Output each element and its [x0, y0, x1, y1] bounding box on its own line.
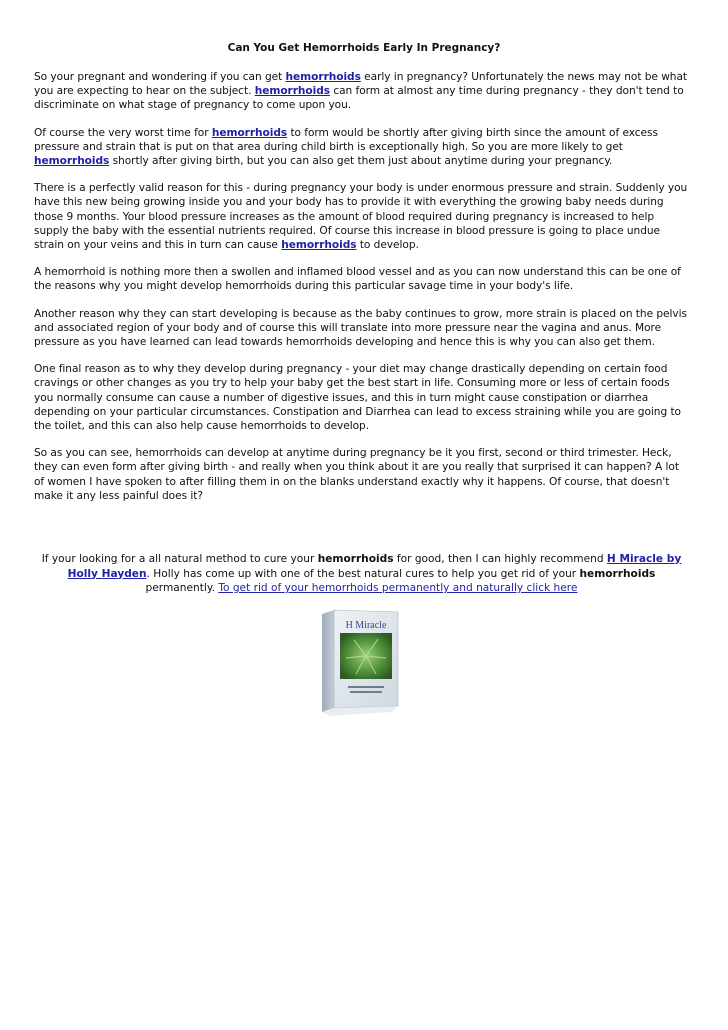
paragraph-3: [34, 181, 689, 252]
text-run: There is a perfectly valid reason for this - during pregnancy your body is under enormous pressure and strain. Suddenly you have this new being growing inside you and your body has to provide it with everything the growing baby needs during those 9 months. Your blood pressure increases as the amount of blood required during pregnancy is increased to help supply the baby with the essential nutrients required. Of course this increase in blood pressure is going to place undue strain on your veins and this in turn can cause: [34, 182, 688, 252]
h-miracle-link[interactable]: H Miracle by Holly Hayden: [67, 553, 682, 580]
paragraph-5: Another reason why they can start developing is because as the baby continues to grow, more strain is placed on the pelvis and associated region of your body and of course this will translate into more pressure near the vagina and anus. More pressure as you have learned can lead towards hemorrhoids developing and hence this is why you can also get them.: [34, 307, 687, 349]
text-run: permanently.: [145, 582, 219, 594]
text-run: Of course the very worst time for: [34, 126, 212, 139]
text-run: can form at almost any time during pregnancy - they don't tend to discriminate on what stage of pregnancy to come upon you.: [34, 85, 684, 112]
text-run: So your pregnant and wondering if you can get: [34, 71, 286, 83]
text-run: shortly after giving birth, but you can also get them just about anytime during your pregnancy.: [109, 155, 613, 168]
paragraph-1: [34, 70, 689, 113]
box-title: H Miracle: [345, 620, 387, 631]
box-subtitle-line: [348, 686, 384, 688]
hemorrhoids-link[interactable]: hemorrhoids: [211, 126, 288, 139]
text-run: If your looking for a all natural method to cure your: [41, 553, 318, 565]
hemorrhoids-link[interactable]: hemorrhoids: [254, 85, 330, 98]
promo-paragraph: [34, 552, 689, 596]
text-run: to develop.: [356, 239, 419, 252]
box-subtitle-line: [350, 691, 382, 693]
bold-text: hemorrhoids: [317, 553, 394, 565]
text-run: for good, then I can highly recommend: [393, 553, 607, 565]
product-box-image[interactable]: [318, 608, 404, 716]
product-box-svg: [318, 608, 404, 716]
text-run: to form would be shortly after giving birth since the amount of excess pressure and strain that is put on that area during child birth is exceptionally high. So you are more likely to get: [34, 126, 658, 153]
hemorrhoids-link[interactable]: hemorrhoids: [285, 71, 361, 83]
hemorrhoids-link[interactable]: hemorrhoids: [34, 155, 110, 168]
paragraph-6: One final reason as to why they develop during pregnancy - your diet may change drastically depending on certain food cravings or other changes as you try to help your baby get the best start in life. Consuming more or less of certain foods you normally consume can cause a number of digestive issues, and this in turn might cause constipation or diarrhea depending on your particular circumstances. Constipation and Diarrhea can lead to excess straining while you are going to the toilet, and this can also help cause hemorrhoids to develop.: [34, 363, 681, 433]
text-run: early in pregnancy? Unfortunately the news may not be what you are expecting to hear on the subject.: [34, 71, 688, 98]
article-body: [34, 70, 689, 516]
article-title: Can You Get Hemorrhoids Early In Pregnancy?: [227, 42, 501, 54]
paragraph-7: So as you can see, hemorrhoids can develop at anytime during pregnancy be it you first, second or third trimester. Heck, they can even form after giving birth - and really when you think about it are you really that surprised it can happen? A lot of women I have spoken to after filling them in on the blanks understand exactly why it happens. Of course, that doesn't make it any less painful does it?: [34, 447, 679, 502]
hemorrhoids-link[interactable]: hemorrhoids: [281, 239, 357, 252]
text-run: . Holly has come up with one of the best natural cures to help you get rid of your: [146, 567, 580, 580]
bold-text: hemorrhoids: [579, 567, 656, 580]
paragraph-2: [34, 126, 689, 169]
paragraph-4: A hemorrhoid is nothing more then a swollen and inflamed blood vessel and as you can now understand this can be one of the reasons why you might develop hemorrhoids during this particular savage time in your body's life.: [34, 266, 681, 293]
cta-link[interactable]: To get rid of your hemorrhoids permanently and naturally click here: [218, 582, 578, 594]
box-spine: [322, 610, 334, 712]
